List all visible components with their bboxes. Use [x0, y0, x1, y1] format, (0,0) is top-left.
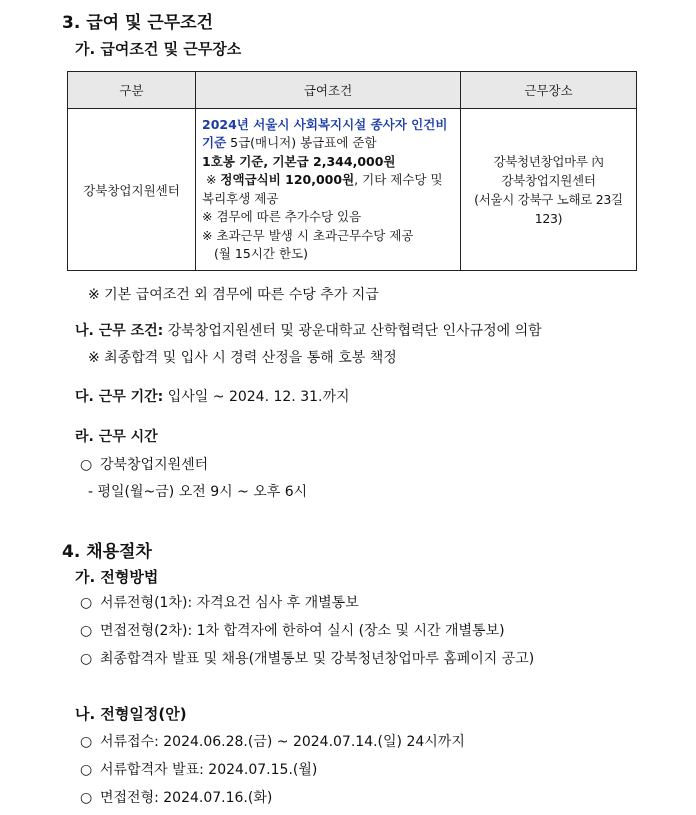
work-conditions-note: ※ 최종합격 및 입사 시 경력 산정을 통해 호봉 책정: [88, 350, 397, 366]
schedule-item-3: 면접전형: 2024.07.16.(화): [100, 790, 273, 806]
schedule-item-1: 서류접수: 2024.06.28.(금) ~ 2024.07.14.(일) 24시까지: [100, 734, 465, 750]
condition-line-2-rest: 5급(매니저) 봉급표에 준함: [226, 135, 377, 150]
schedule-item-2: 서류합격자 발표: 2024.07.15.(월): [100, 762, 318, 778]
table-cell-place: [461, 109, 637, 271]
circle-bullet: ○: [80, 457, 93, 473]
selection-method-2: 면접전형(2차): 1차 합격자에 한하여 실시 (장소 및 시간 개별통보): [100, 623, 505, 639]
place-line-1: 강북청년창업마루 內: [493, 153, 604, 169]
work-hours-item: [80, 454, 208, 474]
list-item: [80, 759, 317, 779]
list-item: [80, 787, 272, 807]
circle-bullet: ○: [80, 790, 93, 806]
section4b-title: 나. 전형일정(안): [75, 705, 187, 723]
condition-line-6: ※ 겸무에 따른 추가수당 있음: [202, 209, 362, 224]
work-period-text: 입사일 ~ 2024. 12. 31.까지: [163, 389, 350, 405]
condition-line-7: ※ 초과근무 발생 시 초과근무수당 제공: [202, 227, 414, 243]
section3a-title: 가. 급여조건 및 근무장소: [75, 40, 242, 58]
circle-bullet: ○: [80, 595, 93, 611]
condition-line-2-bold: 기준: [202, 135, 227, 150]
table-row: [68, 109, 637, 271]
work-conditions-text: 강북창업지원센터 및 광운대학교 산학협력단 인사규정에 의함: [163, 323, 542, 339]
place-line-2: 강북창업지원센터: [501, 172, 596, 188]
selection-method-1: 서류전형(1차): 자격요건 심사 후 개별통보: [100, 595, 359, 611]
condition-line-2: [202, 134, 456, 153]
section3-title: 3. 급여 및 근무조건: [62, 13, 213, 33]
condition-line-3: 1호봉 기준, 기본급 2,344,000원: [202, 153, 396, 169]
circle-bullet: ○: [80, 734, 93, 750]
condition-line-4-mark: ※: [202, 172, 221, 187]
list-item: [80, 648, 534, 668]
work-hours-title: 라. 근무 시간: [75, 429, 158, 445]
salary-note: ※ 기본 급여조건 외 겸무에 따른 수당 추가 지급: [88, 287, 379, 303]
salary-table: [67, 71, 637, 271]
condition-line-4-rest: , 기타 제수당 및: [354, 172, 443, 187]
work-conditions-label: 나. 근무 조건:: [75, 323, 164, 339]
circle-bullet: ○: [80, 762, 93, 778]
table-header-row: [68, 72, 637, 109]
condition-line-5: 복리후생 제공: [202, 190, 279, 206]
table-cell-condition: [196, 109, 461, 271]
circle-bullet: ○: [80, 623, 93, 639]
work-hours-detail: - 평일(월~금) 오전 9시 ~ 오후 6시: [88, 484, 308, 500]
section4a-title: 가. 전형방법: [75, 568, 159, 586]
place-line-3: (서울시 강북구 노해로 23길 123): [474, 191, 623, 226]
circle-bullet: ○: [80, 651, 93, 667]
table-header-condition: 급여조건: [196, 72, 461, 109]
table-header-place: 근무장소: [461, 72, 637, 109]
work-period-label: 다. 근무 기간:: [75, 389, 164, 405]
table-cell-category: 강북창업지원센터: [68, 109, 196, 271]
work-period: [75, 386, 350, 406]
list-item: [80, 731, 465, 751]
section4-title: 4. 채용절차: [62, 542, 152, 562]
condition-line-4: [202, 171, 456, 190]
selection-method-3: 최종합격자 발표 및 채용(개별통보 및 강북청년창업마루 홈페이지 공고): [100, 651, 535, 667]
condition-line-8: (월 15시간 한도): [214, 246, 308, 261]
condition-line-1: 2024년 서울시 사회복지시설 종사자 인건비: [202, 116, 448, 132]
list-item: [80, 620, 505, 640]
condition-line-4-bold: 정액급식비 120,000원: [220, 172, 355, 187]
work-conditions: [75, 320, 542, 340]
table-header-category: 구분: [68, 72, 196, 109]
work-hours-item-text: 강북창업지원센터: [100, 457, 209, 473]
list-item: [80, 592, 359, 612]
